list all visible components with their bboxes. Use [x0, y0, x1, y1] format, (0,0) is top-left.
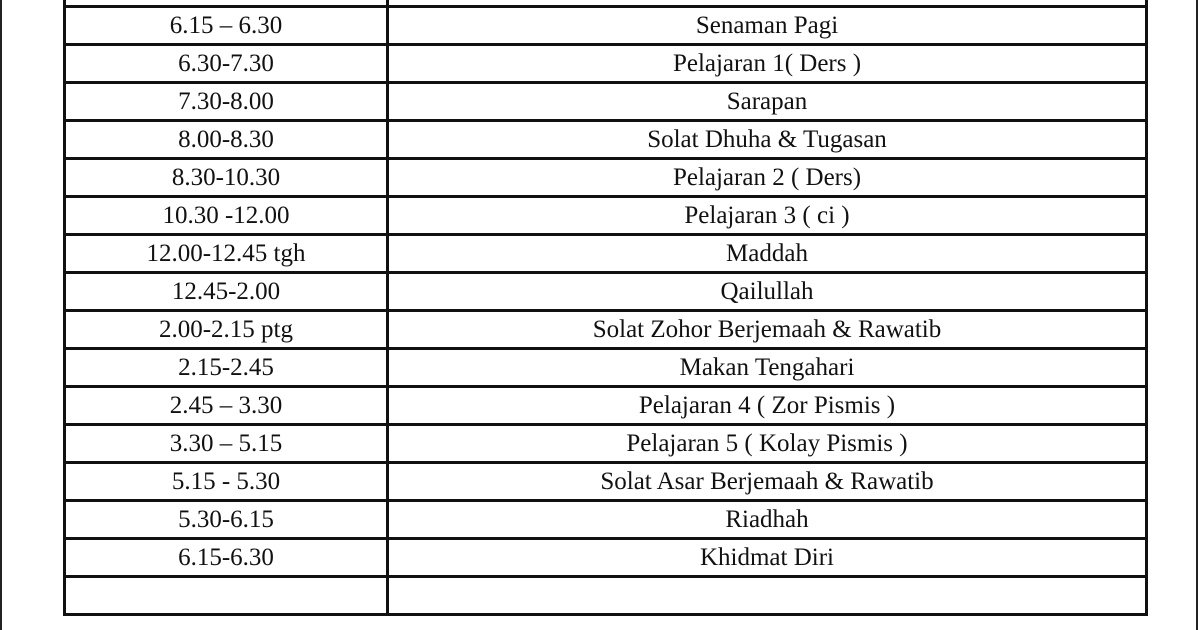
time-cell: 6.15-6.30 [65, 539, 388, 577]
table-row [65, 425, 1147, 463]
schedule-table [63, 0, 1148, 616]
schedule-body [65, 0, 1147, 615]
time-cell: 5.30-6.15 [65, 501, 388, 539]
activity-cell: Pelajaran 4 ( Zor Pismis ) [388, 387, 1147, 425]
table-row [65, 349, 1147, 387]
activity-cell: Pelajaran 2 ( Ders) [388, 159, 1147, 197]
activity-cell: Pelajaran 3 ( ci ) [388, 197, 1147, 235]
activity-cell: Pelajaran 1( Ders ) [388, 45, 1147, 83]
activity-cell: Solat Zohor Berjemaah & Rawatib [388, 311, 1147, 349]
time-cell: 2.45 – 3.30 [65, 387, 388, 425]
time-cell: 10.30 -12.00 [65, 197, 388, 235]
table-row [65, 197, 1147, 235]
time-cell: 5.15 - 5.30 [65, 463, 388, 501]
activity-cell: Maddah [388, 235, 1147, 273]
time-cell: 3.30 – 5.15 [65, 425, 388, 463]
table-row [65, 159, 1147, 197]
activity-cell: Khidmat Diri [388, 539, 1147, 577]
time-cell: 8.00-8.30 [65, 121, 388, 159]
activity-cell [388, 577, 1147, 615]
activity-cell: Solat Asar Berjemaah & Rawatib [388, 463, 1147, 501]
table-row [65, 387, 1147, 425]
table-row [65, 539, 1147, 577]
time-cell [65, 577, 388, 615]
activity-cell: Makan Tengahari [388, 349, 1147, 387]
activity-cell: Qailullah [388, 273, 1147, 311]
time-cell: 6.30-7.30 [65, 45, 388, 83]
table-row [65, 7, 1147, 45]
time-cell: 8.30-10.30 [65, 159, 388, 197]
page-right-edge [1196, 0, 1198, 630]
time-cell: 6.15 – 6.30 [65, 7, 388, 45]
page-left-edge [0, 0, 2, 630]
activity-cell: Sarapan [388, 83, 1147, 121]
table-row [65, 577, 1147, 615]
activity-cell: Senaman Pagi [388, 7, 1147, 45]
time-cell: 7.30-8.00 [65, 83, 388, 121]
table-row [65, 273, 1147, 311]
time-cell: 2.00-2.15 ptg [65, 311, 388, 349]
table-row [65, 501, 1147, 539]
time-cell: 2.15-2.45 [65, 349, 388, 387]
table-row [65, 121, 1147, 159]
time-cell: 12.00-12.45 tgh [65, 235, 388, 273]
activity-cell: Solat Dhuha & Tugasan [388, 121, 1147, 159]
table-row [65, 45, 1147, 83]
table-row [65, 235, 1147, 273]
activity-cell: Riadhah [388, 501, 1147, 539]
table-row [65, 311, 1147, 349]
activity-cell: Pelajaran 5 ( Kolay Pismis ) [388, 425, 1147, 463]
table-row [65, 463, 1147, 501]
table-row [65, 83, 1147, 121]
time-cell: 12.45-2.00 [65, 273, 388, 311]
